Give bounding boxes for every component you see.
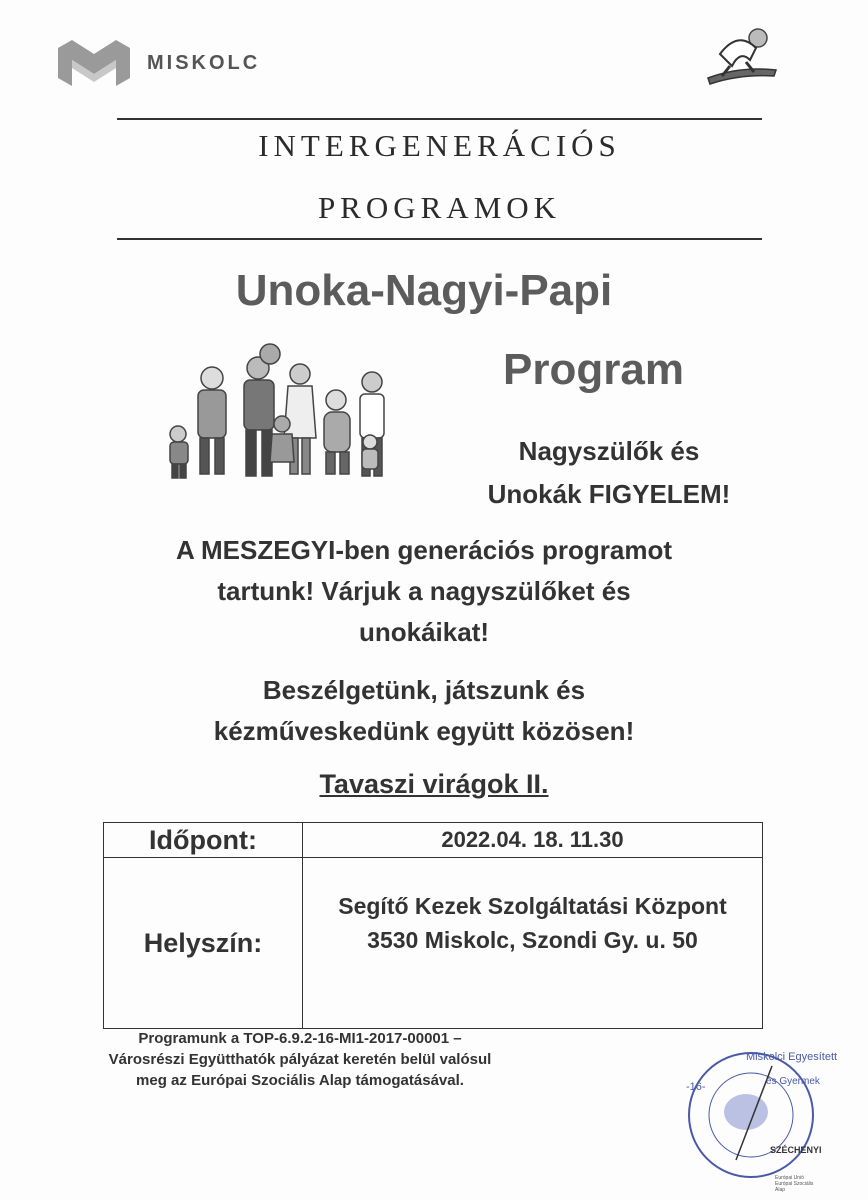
- miskolc-logo-icon: [58, 40, 130, 86]
- heading-line2: PROGRAMOK: [317, 190, 562, 225]
- top-rule: [117, 118, 762, 120]
- funding-line2: Városrészi Együtthatók pályázat keretén belül valósul: [108, 1051, 492, 1068]
- invitation-line1: A MESZEGYI-ben generációs programot: [175, 535, 672, 565]
- time-label: Időpont:: [104, 823, 303, 858]
- event-info-table: [103, 822, 763, 1029]
- skateboarder-icon: [700, 26, 780, 96]
- place-line2: 3530 Miskolc, Szondi Gy. u. 50: [367, 927, 698, 953]
- event-title: Tavaszi virágok II.: [319, 769, 549, 799]
- stamp-number: -16-: [686, 1081, 706, 1093]
- subtitle-line1: Nagyszülők és: [518, 436, 700, 466]
- invitation-line2: tartunk! Várjuk a nagyszülőket és: [217, 576, 631, 606]
- funding-note: [100, 1028, 500, 1091]
- bottom-rule: [117, 238, 762, 240]
- place-line1: Segítő Kezek Szolgáltatási Központ: [338, 893, 727, 919]
- heading-line1: INTERGENERÁCIÓS: [258, 128, 621, 163]
- program-title: Unoka-Nagyi-Papi: [235, 266, 613, 315]
- place-value: [303, 858, 763, 1029]
- official-stamp-icon: [676, 1040, 838, 1190]
- szechenyi-badge: SZÉCHENYI: [770, 1145, 822, 1155]
- logo-text: MISKOLC: [147, 52, 261, 74]
- eu-footnote: [775, 1175, 813, 1193]
- funding-line1: Programunk a TOP-6.9.2-16-MI1-2017-00001 –: [138, 1030, 462, 1047]
- activities-line2: kézműveskedünk együtt közösen!: [213, 716, 635, 746]
- eu-footnote-line2: Európai Szociális: [775, 1181, 814, 1187]
- family-illustration-icon: [160, 338, 400, 486]
- activities-line1: Beszélgetünk, játszunk és: [262, 675, 586, 705]
- program-title-line2: Program: [503, 345, 684, 394]
- time-value: 2022.04. 18. 11.30: [303, 823, 763, 858]
- stamp-text-top: Miskolci Egyesített: [746, 1051, 838, 1063]
- place-label: Helyszín:: [104, 858, 303, 1029]
- subtitle-line2: Unokák FIGYELEM!: [487, 479, 731, 509]
- invitation-line3: unokáikat!: [358, 617, 490, 647]
- funding-line3: meg az Európai Szociális Alap támogatásával.: [136, 1072, 464, 1089]
- eu-footnote-line1: Európai Unió: [775, 1175, 804, 1181]
- eu-footnote-line3: Alap: [775, 1187, 786, 1193]
- stamp-text-right: és Gyermek: [766, 1076, 820, 1087]
